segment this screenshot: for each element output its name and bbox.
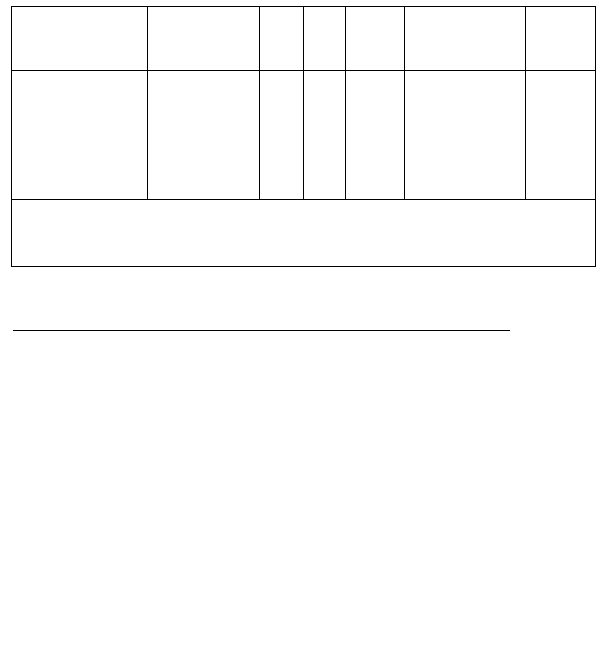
header-quantity [260, 7, 303, 70]
supplier-address [20, 234, 590, 260]
header-unit [304, 7, 345, 70]
header-supplier [405, 7, 525, 70]
table-border [595, 6, 596, 267]
header-project-no [12, 7, 147, 70]
cell-service [346, 71, 404, 199]
cell-quantity [260, 71, 303, 199]
header-project-name [148, 7, 259, 70]
table-border [13, 330, 510, 331]
cell-project-no [12, 71, 147, 199]
cell-supplier [405, 71, 525, 199]
cell-unit [304, 71, 345, 199]
header-service [346, 7, 404, 70]
cell-amount [526, 71, 595, 199]
header-amount [526, 7, 595, 70]
committee-list [20, 204, 590, 230]
cell-project-name [148, 71, 259, 199]
table-border [11, 266, 596, 267]
